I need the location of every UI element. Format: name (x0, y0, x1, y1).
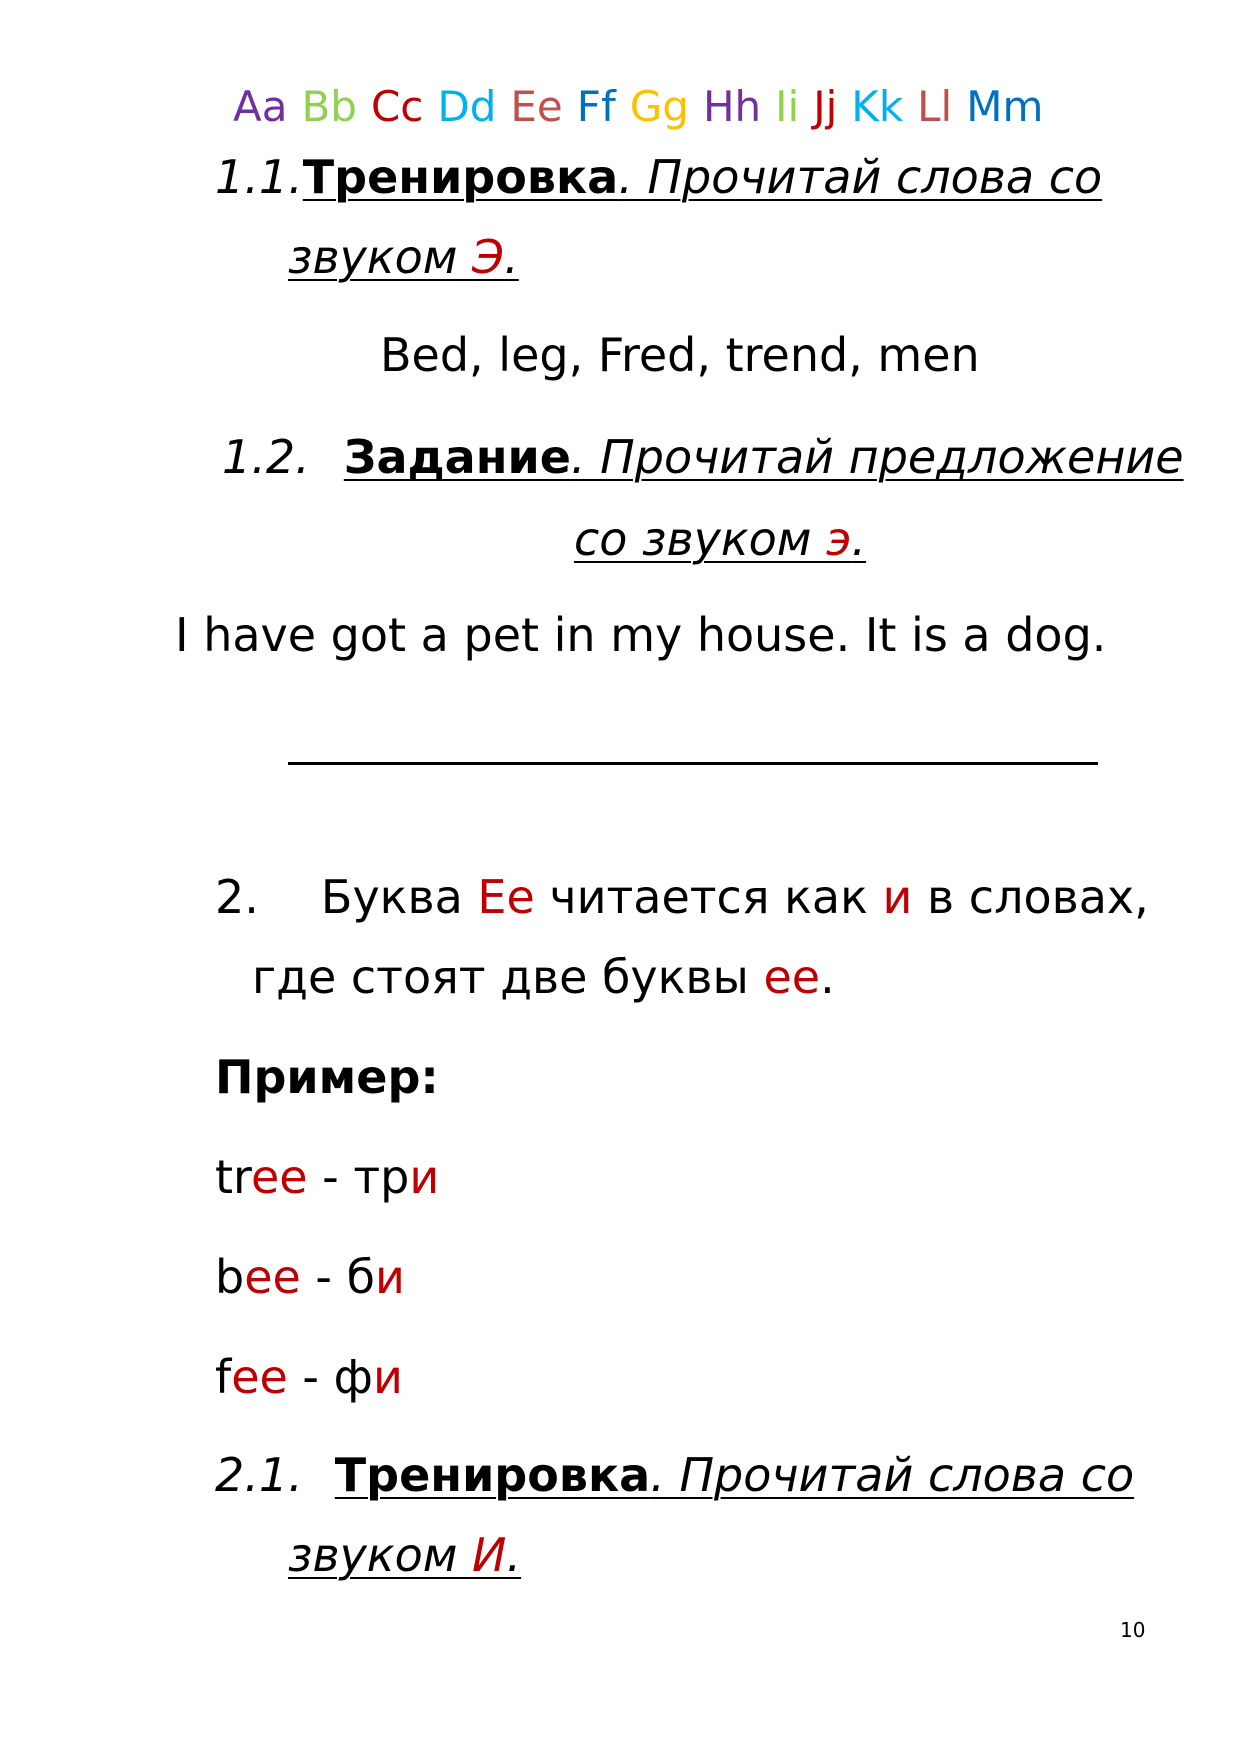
rule-text: в словах, (912, 870, 1149, 924)
example-word: tr (215, 1150, 251, 1204)
example-highlight: ee (244, 1250, 301, 1304)
example-word: b (215, 1250, 245, 1304)
task-instruction: . Прочитай предложение (570, 430, 1184, 484)
example-row (215, 1250, 405, 1304)
letters-highlight: ee (763, 950, 821, 1004)
letter-pair: Kk (851, 82, 904, 131)
task-1-1-heading (215, 150, 1102, 204)
letter-pair: Ii (775, 82, 800, 131)
practice-sentence: I have got a pet in my house. It is a dog. (175, 608, 1107, 662)
section-2-rule-line2 (252, 950, 835, 1004)
task-instruction-cont: звуком (288, 230, 473, 284)
task-instruction-cont: со звуком (574, 512, 827, 566)
example-row (215, 1350, 403, 1404)
letter-pair: Ff (576, 82, 616, 131)
page-number: 10 (1120, 1618, 1146, 1642)
letter-pair: Mm (966, 82, 1044, 131)
task-1-1-line2 (288, 230, 519, 284)
letter-pair: Hh (702, 82, 762, 131)
punct: . (820, 950, 835, 1004)
letter-pair: Bb (301, 82, 357, 131)
letter-pair: Ee (510, 82, 563, 131)
task-2-1-heading (215, 1448, 1134, 1502)
section-2-rule (215, 870, 1149, 924)
task-number: 2.1. (215, 1448, 303, 1502)
example-highlight: ee (250, 1150, 308, 1204)
punct: . (851, 512, 866, 566)
letter-pair: Cc (370, 82, 424, 131)
task-1-2-heading (222, 430, 1184, 484)
task-instruction: . Прочитай слова со (618, 150, 1103, 204)
letter-pair: Ll (917, 82, 953, 131)
task-instruction-cont: звуком (288, 1528, 473, 1582)
letter-pair: Jj (813, 82, 838, 131)
example-translation: - тр (307, 1150, 410, 1204)
task-2-1-line2 (288, 1528, 521, 1582)
letter-pair: Aa (233, 82, 288, 131)
alphabet-row (233, 82, 1057, 131)
sound-letter: э (826, 512, 852, 566)
punct: . (504, 230, 519, 284)
rule-text: где стоят две буквы (252, 950, 764, 1004)
punct: . (506, 1528, 522, 1582)
example-highlight: и (372, 1350, 403, 1404)
letter-highlight: Ee (477, 870, 535, 924)
sound-letter: И (472, 1528, 507, 1582)
task-number: 1.1. (215, 150, 303, 204)
example-translation: - б (300, 1250, 376, 1304)
example-highlight: ee (231, 1350, 288, 1404)
example-label: Пример: (215, 1050, 439, 1104)
example-highlight: и (409, 1150, 440, 1204)
letter-pair: Dd (437, 82, 497, 131)
example-translation: - ф (287, 1350, 373, 1404)
task-1-2-line2 (574, 512, 866, 566)
task-keyword: Тренировка (334, 1448, 651, 1502)
section-number: 2. (215, 870, 259, 924)
example-word: f (215, 1350, 232, 1404)
task-number: 1.2. (222, 430, 310, 484)
example-highlight: и (375, 1250, 405, 1304)
sound-letter: Э (472, 230, 505, 284)
rule-text: Буква (320, 870, 478, 924)
example-row (215, 1150, 439, 1204)
sound-highlight: и (882, 870, 913, 924)
word-list: Bed, leg, Fred, trend, men (380, 328, 980, 382)
letter-pair: Gg (629, 82, 689, 131)
answer-blank-line (288, 762, 1098, 765)
task-instruction: . Прочитай слова со (650, 1448, 1135, 1502)
task-keyword: Тренировка (302, 150, 619, 204)
rule-text: читается как (534, 870, 883, 924)
task-keyword: Задание (343, 430, 571, 484)
